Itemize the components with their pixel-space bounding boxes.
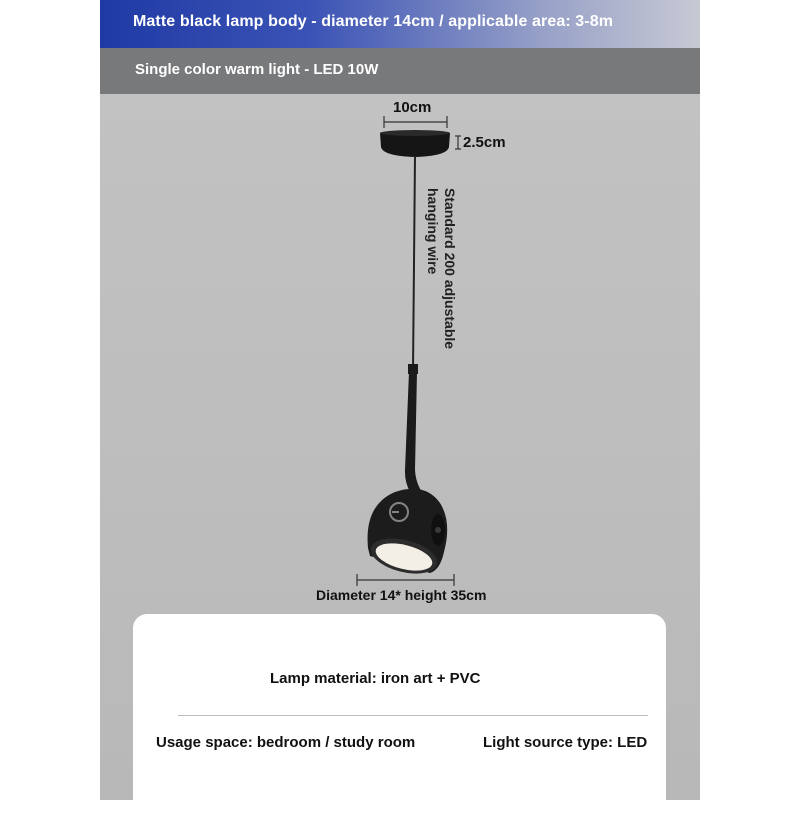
light-source-spec: Light source type: LED [483, 734, 648, 751]
canopy-height-dimension [455, 136, 461, 149]
ceiling-canopy [380, 130, 450, 157]
light-banner-text: Single color warm light - LED 10W [135, 61, 379, 78]
specs-card [133, 614, 666, 814]
lamp-arm [405, 364, 432, 510]
shade-width-dimension [357, 574, 454, 586]
shade-size-label: Diameter 14* height 35cm [316, 587, 487, 603]
specs-divider [178, 715, 648, 716]
material-spec: Lamp material: iron art + PVC [270, 670, 481, 687]
feature-banner-text: Matte black lamp body - diameter 14cm / applicable area: 3-8m [133, 13, 614, 30]
hanging-wire [413, 156, 415, 370]
canopy-width-dimension [384, 116, 447, 128]
lamp-shade [367, 489, 447, 580]
canopy-width-label: 10cm [393, 99, 432, 116]
canopy-height-label: 2.5cm [463, 134, 506, 151]
usage-spec: Usage space: bedroom / study room [156, 734, 416, 751]
wire-length-label: Standard 200 adjustable hanging wire [425, 188, 458, 350]
